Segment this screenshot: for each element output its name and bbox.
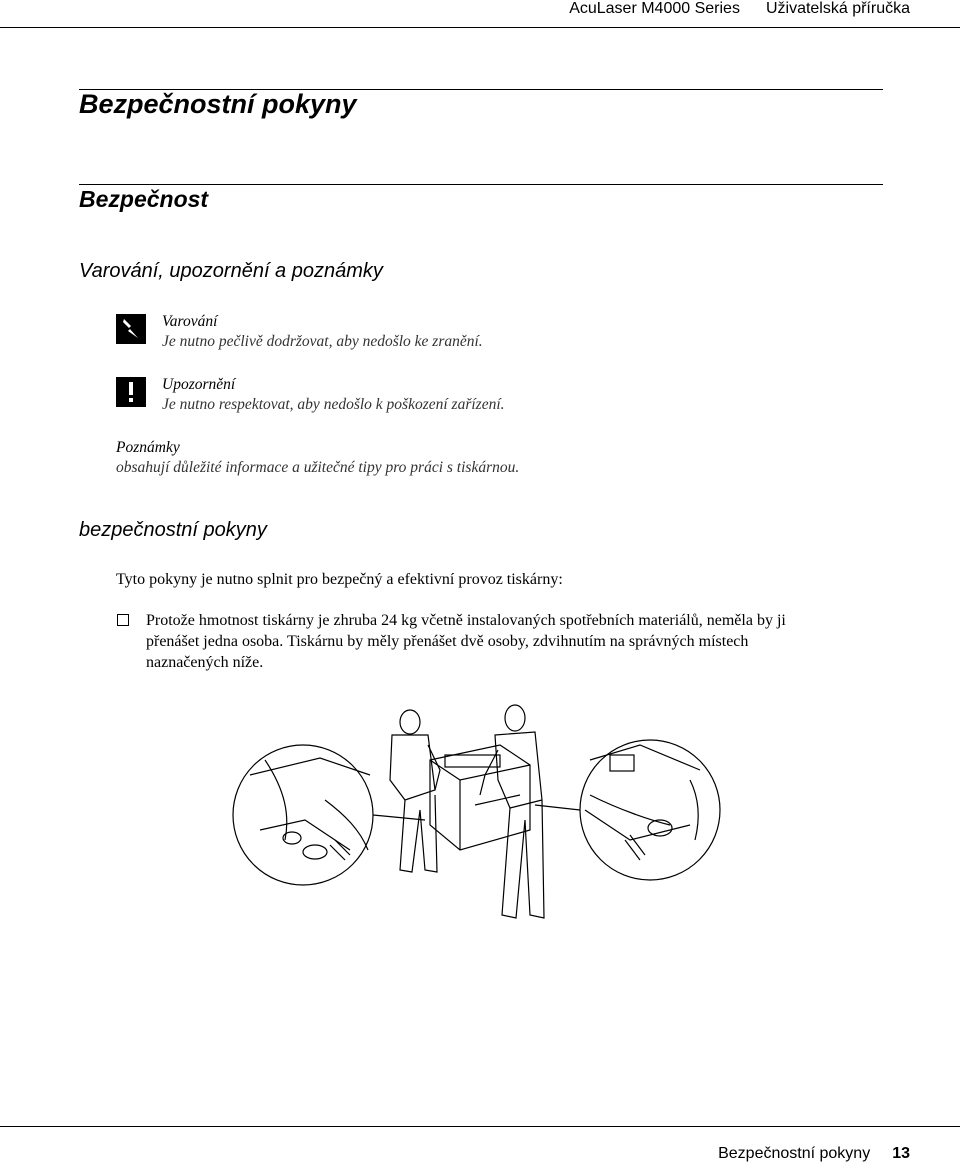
printer-lifting-illustration xyxy=(230,700,730,940)
running-footer xyxy=(718,1145,910,1163)
warning-icon xyxy=(116,314,146,344)
subsection-heading: Varování, upozornění a poznámky xyxy=(79,260,383,282)
header-product: AcuLaser M4000 Series xyxy=(569,0,740,17)
header-rule xyxy=(0,27,960,28)
footer-rule xyxy=(0,1126,960,1127)
note-text: obsahují důležité informace a užitečné tipy pro práci s tiskárnou. xyxy=(116,459,520,476)
right-grip-detail xyxy=(535,740,720,880)
section-heading: Bezpečnost xyxy=(79,186,209,212)
page-number: 13 xyxy=(892,1145,910,1162)
footer-label: Bezpečnostní pokyny xyxy=(718,1145,871,1162)
header-guide: Uživatelská příručka xyxy=(765,0,910,17)
intro-text: Tyto pokyny je nutno splnit pro bezpečný a efektivní provoz tiskárny: xyxy=(116,571,563,588)
section-rule xyxy=(79,184,883,185)
caution-icon xyxy=(116,377,146,407)
caution-title: Upozornění xyxy=(162,376,236,393)
bullet-line-1: Protože hmotnost tiskárny je zhruba 24 kg včetně instalovaných spotřebních materiálů, neměla by ji xyxy=(146,612,786,629)
running-header xyxy=(569,0,910,18)
warning-text: Je nutno pečlivě dodržovat, aby nedošlo ke zranění. xyxy=(162,333,483,350)
left-grip-detail xyxy=(233,745,425,885)
two-person-lift xyxy=(390,705,544,918)
warning-title: Varování xyxy=(162,313,218,330)
bullet-checkbox-icon xyxy=(117,614,129,626)
bullet-line-3: naznačených níže. xyxy=(146,654,264,671)
caution-text: Je nutno respektovat, aby nedošlo k poškození zařízení. xyxy=(162,396,505,413)
bullet-line-2: přenášet jedna osoba. Tiskárnu by měly přenášet dvě osoby, zdvihnutím na správných místech xyxy=(146,633,749,650)
page-title: Bezpečnostní pokyny xyxy=(79,89,357,119)
note-title: Poznámky xyxy=(116,439,180,456)
instructions-heading: bezpečnostní pokyny xyxy=(79,519,267,541)
